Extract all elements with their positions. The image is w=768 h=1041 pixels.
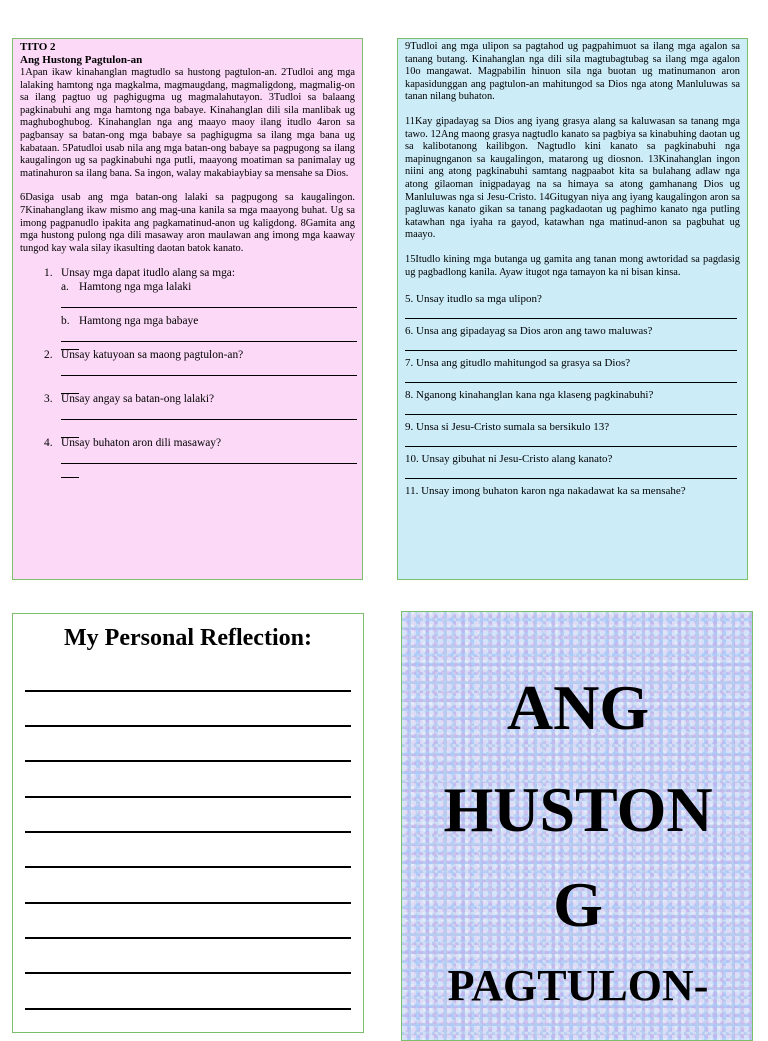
question-item xyxy=(405,325,740,351)
question-text: 6. Unsa ang gipadayag sa Dios aron ang tawo maluwas? xyxy=(405,325,653,338)
reflection-panel xyxy=(12,613,364,1033)
answer-line[interactable] xyxy=(61,463,357,464)
question-text: 10. Unsay gibuhat ni Jesu-Cristo alang kanato? xyxy=(405,453,613,466)
scripture-paragraph-4: 11Kay gipadayag sa Dios ang iyang grasya alang sa kaluwasan sa tanang mga tawo. 12Ang maong grasya nagtudlo kanato sa pagbiya sa kinabuhing daotan ug sa kalibotanong kailibgon. Nagtudlo kini kanato sa pagkinabuhi nga mapinugnganon sa kaugalingon, matarong ug diosnon. 13Kinahanglan ingon niini ang atong pagkinabuhi samtang nagpaabot kita sa bulahang adlaw nga atong gilaoman inigpadayag na sa himaya sa atong gamhanang Dios ug Manluluwas nga si Jesu-Cristo. 14Gitugyan niya ang iyang kaugalingon aron sa pagluwas kanato gikan sa tanang pagkadaotan ug paghimo kanato nga putling katawhan nga iyaha ra gayod, katawhan nga matinud-anon sa pagbuhat ug maayo. xyxy=(405,115,740,241)
cover-panel xyxy=(401,611,753,1041)
question-list xyxy=(405,293,740,498)
scripture-paragraph-5: 15Itudlo kining mga butanga ug gamita ang tanan mong awtoridad sa pagdasig ug pagbadlong kanila. Ayaw itugot nga tamayon ka ni bisan kinsa. xyxy=(405,253,740,278)
answer-line[interactable] xyxy=(61,419,357,420)
question-4: 4. Unsay buhaton aron dili masaway? xyxy=(20,436,355,478)
reflection-title: My Personal Reflection: xyxy=(64,625,312,651)
answer-line[interactable] xyxy=(405,318,737,319)
question-text: 11. Unsay imong buhaton karon nga nakadawat ka sa mensahe? xyxy=(405,485,686,498)
answer-line[interactable] xyxy=(405,350,737,351)
question-3: 3. Unsay angay sa batan-ong lalaki? xyxy=(20,392,355,420)
question-1: 1. Unsay mga dapat itudlo alang sa mga: a. Hamtong nga mga lalaki b. Hamtong nga mga babaye xyxy=(20,266,355,342)
cover-title-line-1: ANG xyxy=(506,672,650,743)
answer-line-short[interactable] xyxy=(61,477,79,478)
answer-line[interactable] xyxy=(61,375,357,376)
question-2: 2. Unsay katuyoan sa maong pagtulon-an? xyxy=(20,348,355,376)
question-1b: b. Hamtong nga mga babaye xyxy=(61,315,199,328)
question-item xyxy=(405,485,740,498)
reflection-line[interactable] xyxy=(25,690,351,692)
reflection-line[interactable] xyxy=(25,796,351,798)
reflection-line[interactable] xyxy=(25,1008,351,1010)
question-text: 9. Unsa si Jesu-Cristo sumala sa bersikulo 13? xyxy=(405,421,610,434)
question-1a: a. Hamtong nga mga lalaki xyxy=(61,281,192,294)
answer-line[interactable] xyxy=(405,446,737,447)
reflection-line[interactable] xyxy=(25,831,351,833)
question-item xyxy=(405,389,740,415)
worksheet-panel-right xyxy=(397,38,748,580)
question-item xyxy=(405,357,740,383)
scripture-paragraph-1: 1Apan ikaw kinahanglan magtudlo sa hustong pagtulon-an. 2Tudloi ang mga lalaking hamtong nga magkalma, magmaugdang, magmaligdong, magmalig-on sa ilang pagtuo ug paghigugma ug magmalahutayon. 3Tudloi sa balaang pagkinabuhi ang mga hamtong nga babaye. Kinahanglan dili sila manlibak ug maghuboghubog. Kinahanglan nga ang maayo maoy ilang itudlo 4aron sa pagbansay sa batan-ong mga babaye sa paghigugma sa ilang mga bana ug kabataan. 5Patudloi usab nila ang mga batan-ong babaye sa pagpugong sa ilang kaugalingon ug sa pagkinabuhi nga putli, maayong moatiman sa panimalay ug matinahuron sa ilang bana. Sa ingon, walay makabiaybiay sa mensahe sa Dios. xyxy=(20,67,355,179)
answer-line[interactable] xyxy=(405,478,737,479)
cover-title-line-4: PAGTULON- xyxy=(447,961,709,1010)
cover-title-line-2: HUSTON xyxy=(443,774,713,845)
question-item xyxy=(405,453,740,479)
chapter-title: TITO 2 xyxy=(20,41,56,53)
question-text: 8. Nganong kinahanglan kana nga klaseng pagkinabuhi? xyxy=(405,389,654,402)
answer-line[interactable] xyxy=(405,414,737,415)
question-item xyxy=(405,421,740,447)
reflection-line[interactable] xyxy=(25,937,351,939)
section-subtitle: Ang Hustong Pagtulon-an xyxy=(20,54,143,66)
scripture-paragraph-3: 9Tudloi ang mga ulipon sa pagtahod ug pagpahimuot sa ilang mga agalon sa tanang butang. Kinahanglan nga dili sila magtubagtubag sa ilang mga agalon 10o mangawat. Magpabilin hinuon sila nga buotan ug matinumanon aron kapasidunggan ang pagtulon-an mahitungod sa Dios nga atong Manluluwas sa tanan nilang buhaton. xyxy=(405,41,740,103)
question-item xyxy=(405,293,740,319)
answer-line[interactable] xyxy=(61,341,357,342)
reflection-line[interactable] xyxy=(25,866,351,868)
reflection-line[interactable] xyxy=(25,760,351,762)
worksheet-panel-left xyxy=(12,38,363,580)
scripture-paragraph-2: 6Dasiga usab ang mga batan-ong lalaki sa pagpugong sa kaugalingon. 7Kinahanglang ikaw mismo ang mag-una kanila sa mga maayong buhat. Ug sa imong pagpanudlo ipakita ang pagkamatinud-anon ug kaligdong. 8Gamita ang mga hustong pulong nga dili masaway aron maulawan ang imong mga kaaway tungod kay wala silay ikasulting daotan batok kanato. xyxy=(20,192,355,254)
cover-title-line-3: G xyxy=(553,869,603,940)
answer-line[interactable] xyxy=(405,382,737,383)
reflection-line[interactable] xyxy=(25,902,351,904)
question-text: 7. Unsa ang gitudlo mahitungod sa grasya sa Dios? xyxy=(405,357,631,370)
question-text: 5. Unsay itudlo sa mga ulipon? xyxy=(405,293,542,306)
reflection-line[interactable] xyxy=(25,972,351,974)
reflection-line[interactable] xyxy=(25,725,351,727)
answer-line[interactable] xyxy=(61,307,357,308)
